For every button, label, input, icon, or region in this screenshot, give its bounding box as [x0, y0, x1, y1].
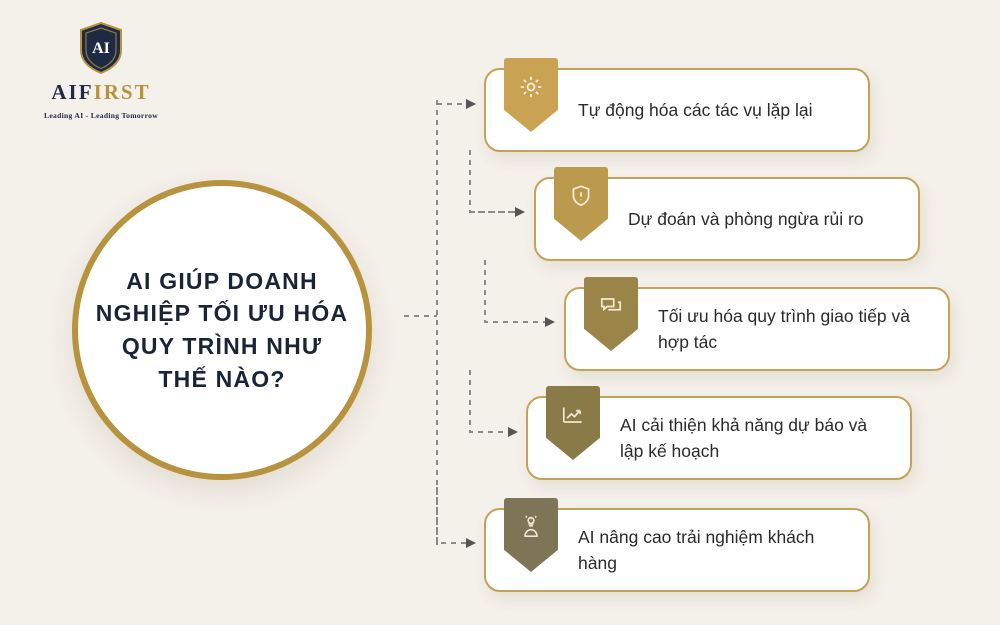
shield-alert-icon: [554, 167, 608, 241]
svg-text:AI: AI: [92, 40, 110, 57]
brand-name-prefix: AIF: [51, 80, 94, 104]
idea-robot-icon: [504, 498, 558, 572]
benefit-card-1-text: Tự động hóa các tác vụ lặp lại: [578, 99, 813, 120]
brand-name: [26, 80, 176, 105]
benefit-card-5-text: AI nâng cao trải nghiệm khách hàng: [578, 526, 815, 573]
brand-name-suffix: IRST: [93, 80, 151, 104]
chart-trend-icon: [546, 386, 600, 460]
benefit-card-5[interactable]: [484, 508, 870, 592]
benefit-card-3[interactable]: [564, 287, 950, 371]
benefit-card-4[interactable]: [526, 396, 912, 480]
benefit-card-3-text: Tối ưu hóa quy trình giao tiếp và hợp tác: [658, 305, 911, 352]
central-topic-title: AI GIÚP DOANH NGHIỆP TỐI ƯU HÓA QUY TRÌNH NHƯ THẾ NÀO?: [95, 267, 349, 392]
benefit-card-4-text: AI cải thiện khả năng dự báo và lập kế hoạch: [620, 414, 868, 461]
benefit-card-1[interactable]: [484, 68, 870, 152]
central-topic-circle: [72, 180, 372, 480]
benefit-card-2-text: Dự đoán và phòng ngừa rủi ro: [628, 208, 864, 229]
shield-logo-icon: [79, 22, 123, 74]
gear-icon: [504, 58, 558, 132]
chat-bubbles-icon: [584, 277, 638, 351]
brand-logo: [26, 22, 176, 132]
brand-tagline: Leading AI - Leading Tomorrow: [43, 111, 159, 120]
benefit-card-2[interactable]: [534, 177, 920, 261]
